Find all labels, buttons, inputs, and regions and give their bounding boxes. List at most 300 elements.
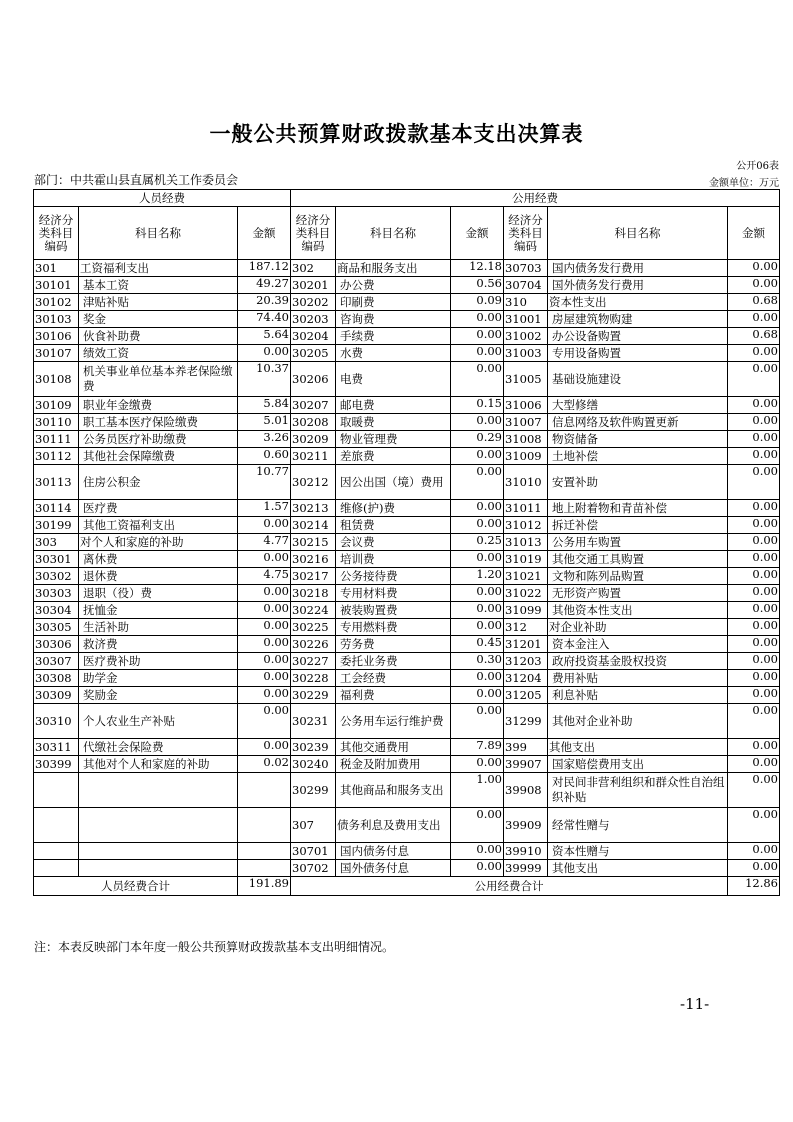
cell-name: 公务用车运行维护费 xyxy=(336,704,451,739)
cell-name: 对企业补助 xyxy=(548,619,728,636)
cell-amount: 0.56 xyxy=(451,277,504,294)
cell-amount: 10.77 xyxy=(238,465,291,500)
cell-code: 30208 xyxy=(291,414,336,431)
cell-code: 30207 xyxy=(291,397,336,414)
cell-amount: 0.00 xyxy=(238,585,291,602)
amount-header: 金额 xyxy=(451,207,504,260)
table-row xyxy=(34,687,780,704)
cell-amount: 0.00 xyxy=(728,756,780,773)
cell-code: 30228 xyxy=(291,670,336,687)
cell-name: 经常性赠与 xyxy=(548,808,728,843)
cell-code: 30311 xyxy=(34,739,79,756)
cell-amount: 0.00 xyxy=(451,704,504,739)
personnel-total-label: 人员经费合计 xyxy=(34,877,238,896)
department-label: 部门：中共霍山县直属机关工作委员会 xyxy=(34,173,239,187)
cell-code: 31006 xyxy=(504,397,548,414)
cell-name: 费用补贴 xyxy=(548,670,728,687)
cell-name: 其他支出 xyxy=(548,739,728,756)
table-row xyxy=(34,448,780,465)
cell-code: 30701 xyxy=(291,843,336,860)
cell-amount: 7.89 xyxy=(451,739,504,756)
cell-amount: 0.00 xyxy=(238,704,291,739)
cell-code: 31005 xyxy=(504,362,548,397)
cell-amount: 0.00 xyxy=(451,517,504,534)
cell-name: 国家赔偿费用支出 xyxy=(548,756,728,773)
cell-name: 国外债务付息 xyxy=(336,860,451,877)
cell-amount: 0.00 xyxy=(728,465,780,500)
cell-amount: 0.00 xyxy=(238,345,291,362)
cell-code: 31201 xyxy=(504,636,548,653)
cell-amount: 12.18 xyxy=(451,260,504,277)
cell-name: 对个人和家庭的补助 xyxy=(79,534,238,551)
cell-name: 其他支出 xyxy=(548,860,728,877)
cell-amount: 0.60 xyxy=(238,448,291,465)
cell-amount: 0.00 xyxy=(728,517,780,534)
cell-code: 30303 xyxy=(34,585,79,602)
table-row xyxy=(34,345,780,362)
cell-code: 39999 xyxy=(504,860,548,877)
expenditure-table xyxy=(33,189,780,896)
cell-name: 资本金注入 xyxy=(548,636,728,653)
cell-amount: 0.00 xyxy=(451,670,504,687)
cell-code: 31002 xyxy=(504,328,548,345)
cell-amount: 0.00 xyxy=(451,585,504,602)
cell-amount: 0.30 xyxy=(451,653,504,670)
cell-code: 30301 xyxy=(34,551,79,568)
cell-code: 30227 xyxy=(291,653,336,670)
cell-code: 30703 xyxy=(504,260,548,277)
cell-name: 住房公积金 xyxy=(79,465,238,500)
cell-amount: 0.00 xyxy=(728,534,780,551)
cell-amount: 0.00 xyxy=(238,602,291,619)
table-row xyxy=(34,465,780,500)
table-row xyxy=(34,431,780,448)
form-number: 公开06表 xyxy=(736,161,779,172)
personnel-group-header: 人员经费 xyxy=(34,190,291,207)
cell-code: 30307 xyxy=(34,653,79,670)
table-row xyxy=(34,756,780,773)
cell-amount: 0.00 xyxy=(451,465,504,500)
cell-amount: 0.00 xyxy=(451,843,504,860)
table-row xyxy=(34,773,780,808)
cell-name: 被装购置费 xyxy=(336,602,451,619)
cell-amount: 0.00 xyxy=(728,653,780,670)
cell-name: 奖金 xyxy=(79,311,238,328)
cell-code xyxy=(34,860,79,877)
table-row xyxy=(34,260,780,277)
cell-code xyxy=(34,843,79,860)
cell-amount: 1.57 xyxy=(238,500,291,517)
cell-amount: 0.00 xyxy=(238,739,291,756)
amount-unit: 金额单位：万元 xyxy=(709,178,779,189)
cell-name: 培训费 xyxy=(336,551,451,568)
public-total-label: 公用经费合计 xyxy=(291,877,728,896)
cell-amount: 0.68 xyxy=(728,328,780,345)
cell-code: 303 xyxy=(34,534,79,551)
cell-code: 31007 xyxy=(504,414,548,431)
cell-name: 税金及附加费用 xyxy=(336,756,451,773)
cell-name: 房屋建筑物购建 xyxy=(548,311,728,328)
table-row xyxy=(34,500,780,517)
public-group-header: 公用经费 xyxy=(291,190,780,207)
cell-amount xyxy=(238,773,291,808)
cell-amount: 0.00 xyxy=(728,500,780,517)
table-row xyxy=(34,311,780,328)
cell-code: 302 xyxy=(291,260,336,277)
cell-name: 津贴补贴 xyxy=(79,294,238,311)
cell-name: 基础设施建设 xyxy=(548,362,728,397)
cell-name: 债务利息及费用支出 xyxy=(336,808,451,843)
cell-name: 专用材料费 xyxy=(336,585,451,602)
cell-name: 利息补贴 xyxy=(548,687,728,704)
cell-code: 31001 xyxy=(504,311,548,328)
cell-name: 退职（役）费 xyxy=(79,585,238,602)
cell-code: 30112 xyxy=(34,448,79,465)
cell-name: 职业年金缴费 xyxy=(79,397,238,414)
cell-amount: 0.00 xyxy=(728,739,780,756)
cell-code: 30225 xyxy=(291,619,336,636)
cell-name: 其他交通费用 xyxy=(336,739,451,756)
cell-code: 30239 xyxy=(291,739,336,756)
cell-code: 30240 xyxy=(291,756,336,773)
cell-amount: 0.00 xyxy=(451,860,504,877)
cell-name: 电费 xyxy=(336,362,451,397)
cell-name: 医疗费 xyxy=(79,500,238,517)
cell-name: 咨询费 xyxy=(336,311,451,328)
cell-name: 伙食补助费 xyxy=(79,328,238,345)
name-header: 科目名称 xyxy=(336,207,451,260)
cell-code: 30215 xyxy=(291,534,336,551)
cell-amount: 0.00 xyxy=(451,756,504,773)
cell-code: 30205 xyxy=(291,345,336,362)
cell-amount: 74.40 xyxy=(238,311,291,328)
cell-name: 物业管理费 xyxy=(336,431,451,448)
cell-code xyxy=(34,808,79,843)
table-row xyxy=(34,414,780,431)
page-number: -11- xyxy=(680,995,710,1013)
cell-amount: 0.00 xyxy=(451,311,504,328)
cell-amount: 187.12 xyxy=(238,260,291,277)
cell-name: 劳务费 xyxy=(336,636,451,653)
cell-name: 国内债务付息 xyxy=(336,843,451,860)
cell-amount: 0.00 xyxy=(728,687,780,704)
table-row xyxy=(34,294,780,311)
table-row xyxy=(34,636,780,653)
cell-code: 31009 xyxy=(504,448,548,465)
cell-amount: 5.84 xyxy=(238,397,291,414)
cell-code: 30299 xyxy=(291,773,336,808)
cell-amount: 0.00 xyxy=(728,362,780,397)
cell-name: 其他对个人和家庭的补助 xyxy=(79,756,238,773)
cell-code: 30310 xyxy=(34,704,79,739)
cell-code: 312 xyxy=(504,619,548,636)
cell-amount xyxy=(238,860,291,877)
cell-amount: 0.00 xyxy=(238,619,291,636)
table-row xyxy=(34,362,780,397)
table-row xyxy=(34,843,780,860)
cell-name: 拆迁补偿 xyxy=(548,517,728,534)
cell-code: 30213 xyxy=(291,500,336,517)
cell-name: 租赁费 xyxy=(336,517,451,534)
cell-name: 工会经费 xyxy=(336,670,451,687)
cell-code: 30305 xyxy=(34,619,79,636)
cell-code: 30103 xyxy=(34,311,79,328)
cell-name: 差旅费 xyxy=(336,448,451,465)
cell-amount: 0.00 xyxy=(238,687,291,704)
cell-amount: 0.00 xyxy=(728,704,780,739)
cell-name: 生活补助 xyxy=(79,619,238,636)
cell-amount: 0.15 xyxy=(451,397,504,414)
cell-name: 公务接待费 xyxy=(336,568,451,585)
cell-name: 个人农业生产补贴 xyxy=(79,704,238,739)
cell-amount: 0.29 xyxy=(451,431,504,448)
cell-name: 退休费 xyxy=(79,568,238,585)
cell-amount: 10.37 xyxy=(238,362,291,397)
cell-amount: 1.00 xyxy=(451,773,504,808)
table-row xyxy=(34,860,780,877)
code-header: 经济分类科目编码 xyxy=(34,207,79,260)
cell-name xyxy=(79,773,238,808)
cell-amount: 0.02 xyxy=(238,756,291,773)
cell-name: 其他交通工具购置 xyxy=(548,551,728,568)
cell-amount: 0.45 xyxy=(451,636,504,653)
cell-name: 其他对企业补助 xyxy=(548,704,728,739)
cell-code: 301 xyxy=(34,260,79,277)
cell-name: 印刷费 xyxy=(336,294,451,311)
cell-amount: 0.00 xyxy=(451,619,504,636)
cell-name: 对民间非营利组织和群众性自治组织补贴 xyxy=(548,773,728,808)
cell-name: 维修(护)费 xyxy=(336,500,451,517)
cell-code: 39910 xyxy=(504,843,548,860)
cell-code: 30226 xyxy=(291,636,336,653)
public-total-value: 12.86 xyxy=(728,877,780,896)
table-row xyxy=(34,653,780,670)
cell-code: 307 xyxy=(291,808,336,843)
cell-amount: 0.00 xyxy=(728,568,780,585)
cell-name: 工资福利支出 xyxy=(79,260,238,277)
cell-name: 水费 xyxy=(336,345,451,362)
cell-name xyxy=(79,860,238,877)
cell-amount: 0.00 xyxy=(728,585,780,602)
cell-amount: 3.26 xyxy=(238,431,291,448)
code-header: 经济分类科目编码 xyxy=(291,207,336,260)
cell-code: 30101 xyxy=(34,277,79,294)
cell-code: 31299 xyxy=(504,704,548,739)
table-row xyxy=(34,568,780,585)
cell-code: 30212 xyxy=(291,465,336,500)
cell-name: 安置补助 xyxy=(548,465,728,500)
cell-amount: 1.20 xyxy=(451,568,504,585)
cell-amount: 0.00 xyxy=(451,687,504,704)
table-row xyxy=(34,534,780,551)
cell-name: 抚恤金 xyxy=(79,602,238,619)
name-header: 科目名称 xyxy=(548,207,728,260)
table-row xyxy=(34,328,780,345)
cell-code: 30702 xyxy=(291,860,336,877)
cell-code: 30308 xyxy=(34,670,79,687)
cell-amount: 0.00 xyxy=(728,260,780,277)
cell-name: 绩效工资 xyxy=(79,345,238,362)
cell-name: 医疗费补助 xyxy=(79,653,238,670)
cell-code: 39907 xyxy=(504,756,548,773)
cell-amount: 0.00 xyxy=(238,517,291,534)
cell-code: 30304 xyxy=(34,602,79,619)
cell-name: 资本性支出 xyxy=(548,294,728,311)
table-row xyxy=(34,517,780,534)
cell-code: 31204 xyxy=(504,670,548,687)
table-row xyxy=(34,551,780,568)
cell-code: 30309 xyxy=(34,687,79,704)
amount-header: 金额 xyxy=(238,207,291,260)
cell-name: 委托业务费 xyxy=(336,653,451,670)
cell-code xyxy=(34,773,79,808)
cell-amount: 0.00 xyxy=(728,670,780,687)
cell-amount: 0.00 xyxy=(238,653,291,670)
cell-amount: 0.00 xyxy=(238,670,291,687)
cell-amount: 0.09 xyxy=(451,294,504,311)
cell-code: 30102 xyxy=(34,294,79,311)
cell-name: 办公费 xyxy=(336,277,451,294)
cell-name: 政府投资基金股权投资 xyxy=(548,653,728,670)
footnote: 注：本表反映部门本年度一般公共预算财政拨款基本支出明细情况。 xyxy=(34,940,395,954)
cell-name: 公务员医疗补助缴费 xyxy=(79,431,238,448)
cell-amount: 0.00 xyxy=(238,551,291,568)
table-row xyxy=(34,397,780,414)
code-header: 经济分类科目编码 xyxy=(504,207,548,260)
cell-code: 399 xyxy=(504,739,548,756)
cell-code: 30218 xyxy=(291,585,336,602)
cell-amount: 49.27 xyxy=(238,277,291,294)
cell-name: 办公设备购置 xyxy=(548,328,728,345)
cell-amount xyxy=(238,808,291,843)
table-row xyxy=(34,704,780,739)
cell-code: 30206 xyxy=(291,362,336,397)
amount-header: 金额 xyxy=(728,207,780,260)
cell-name: 助学金 xyxy=(79,670,238,687)
cell-amount: 0.00 xyxy=(238,636,291,653)
cell-amount: 0.00 xyxy=(451,362,504,397)
table-row xyxy=(34,670,780,687)
cell-amount: 0.00 xyxy=(728,414,780,431)
cell-name: 邮电费 xyxy=(336,397,451,414)
cell-name: 因公出国（境）费用 xyxy=(336,465,451,500)
totals-row xyxy=(34,877,780,896)
cell-amount: 0.00 xyxy=(451,808,504,843)
cell-code: 30209 xyxy=(291,431,336,448)
cell-code: 30203 xyxy=(291,311,336,328)
cell-name: 机关事业单位基本养老保险缴费 xyxy=(79,362,238,397)
cell-code: 30217 xyxy=(291,568,336,585)
table-row xyxy=(34,619,780,636)
table-row xyxy=(34,808,780,843)
cell-name: 地上附着物和青苗补偿 xyxy=(548,500,728,517)
cell-amount: 0.00 xyxy=(451,345,504,362)
cell-code: 30107 xyxy=(34,345,79,362)
cell-code: 30113 xyxy=(34,465,79,500)
cell-code: 31003 xyxy=(504,345,548,362)
cell-code: 30108 xyxy=(34,362,79,397)
cell-code: 31203 xyxy=(504,653,548,670)
cell-name: 基本工资 xyxy=(79,277,238,294)
cell-amount: 20.39 xyxy=(238,294,291,311)
cell-amount: 0.00 xyxy=(728,636,780,653)
cell-amount: 4.77 xyxy=(238,534,291,551)
cell-amount: 0.00 xyxy=(728,619,780,636)
table-row xyxy=(34,277,780,294)
cell-name: 国外债务发行费用 xyxy=(548,277,728,294)
group-header-row xyxy=(34,190,780,207)
cell-code: 31010 xyxy=(504,465,548,500)
cell-code: 30302 xyxy=(34,568,79,585)
page-title: 一般公共预算财政拨款基本支出决算表 xyxy=(209,121,584,146)
cell-code: 30224 xyxy=(291,602,336,619)
cell-name: 救济费 xyxy=(79,636,238,653)
cell-code: 30110 xyxy=(34,414,79,431)
cell-code: 30201 xyxy=(291,277,336,294)
cell-name: 福利费 xyxy=(336,687,451,704)
cell-amount: 0.00 xyxy=(728,397,780,414)
cell-code: 30704 xyxy=(504,277,548,294)
cell-code: 31008 xyxy=(504,431,548,448)
cell-name: 其他资本性支出 xyxy=(548,602,728,619)
cell-amount: 0.00 xyxy=(451,602,504,619)
cell-code: 30109 xyxy=(34,397,79,414)
cell-code: 39909 xyxy=(504,808,548,843)
cell-code: 310 xyxy=(504,294,548,311)
cell-code: 30231 xyxy=(291,704,336,739)
table-row xyxy=(34,602,780,619)
cell-amount: 0.00 xyxy=(451,551,504,568)
cell-amount: 5.64 xyxy=(238,328,291,345)
cell-amount: 5.01 xyxy=(238,414,291,431)
cell-code: 30111 xyxy=(34,431,79,448)
cell-name: 物资储备 xyxy=(548,431,728,448)
cell-code: 30216 xyxy=(291,551,336,568)
cell-name: 专用设备购置 xyxy=(548,345,728,362)
cell-amount: 0.00 xyxy=(451,414,504,431)
cell-name: 手续费 xyxy=(336,328,451,345)
cell-code: 30106 xyxy=(34,328,79,345)
cell-code: 30306 xyxy=(34,636,79,653)
cell-name: 国内债务发行费用 xyxy=(548,260,728,277)
cell-name xyxy=(79,808,238,843)
cell-name: 其他社会保障缴费 xyxy=(79,448,238,465)
personnel-total-value: 191.89 xyxy=(238,877,291,896)
cell-amount: 0.00 xyxy=(728,808,780,843)
name-header: 科目名称 xyxy=(79,207,238,260)
cell-amount: 0.25 xyxy=(451,534,504,551)
cell-amount: 0.00 xyxy=(728,431,780,448)
cell-name: 无形资产购置 xyxy=(548,585,728,602)
cell-name: 文物和陈列品购置 xyxy=(548,568,728,585)
cell-amount: 0.00 xyxy=(451,448,504,465)
cell-code: 31021 xyxy=(504,568,548,585)
cell-name xyxy=(79,843,238,860)
cell-code: 39908 xyxy=(504,773,548,808)
cell-name: 信息网络及软件购置更新 xyxy=(548,414,728,431)
cell-name: 土地补偿 xyxy=(548,448,728,465)
cell-amount: 0.00 xyxy=(728,311,780,328)
cell-name: 奖励金 xyxy=(79,687,238,704)
cell-amount: 0.00 xyxy=(728,602,780,619)
cell-name: 其他商品和服务支出 xyxy=(336,773,451,808)
cell-amount: 0.00 xyxy=(728,277,780,294)
cell-amount xyxy=(238,843,291,860)
cell-code: 31011 xyxy=(504,500,548,517)
cell-name: 大型修缮 xyxy=(548,397,728,414)
cell-code: 31012 xyxy=(504,517,548,534)
cell-amount: 0.00 xyxy=(728,860,780,877)
